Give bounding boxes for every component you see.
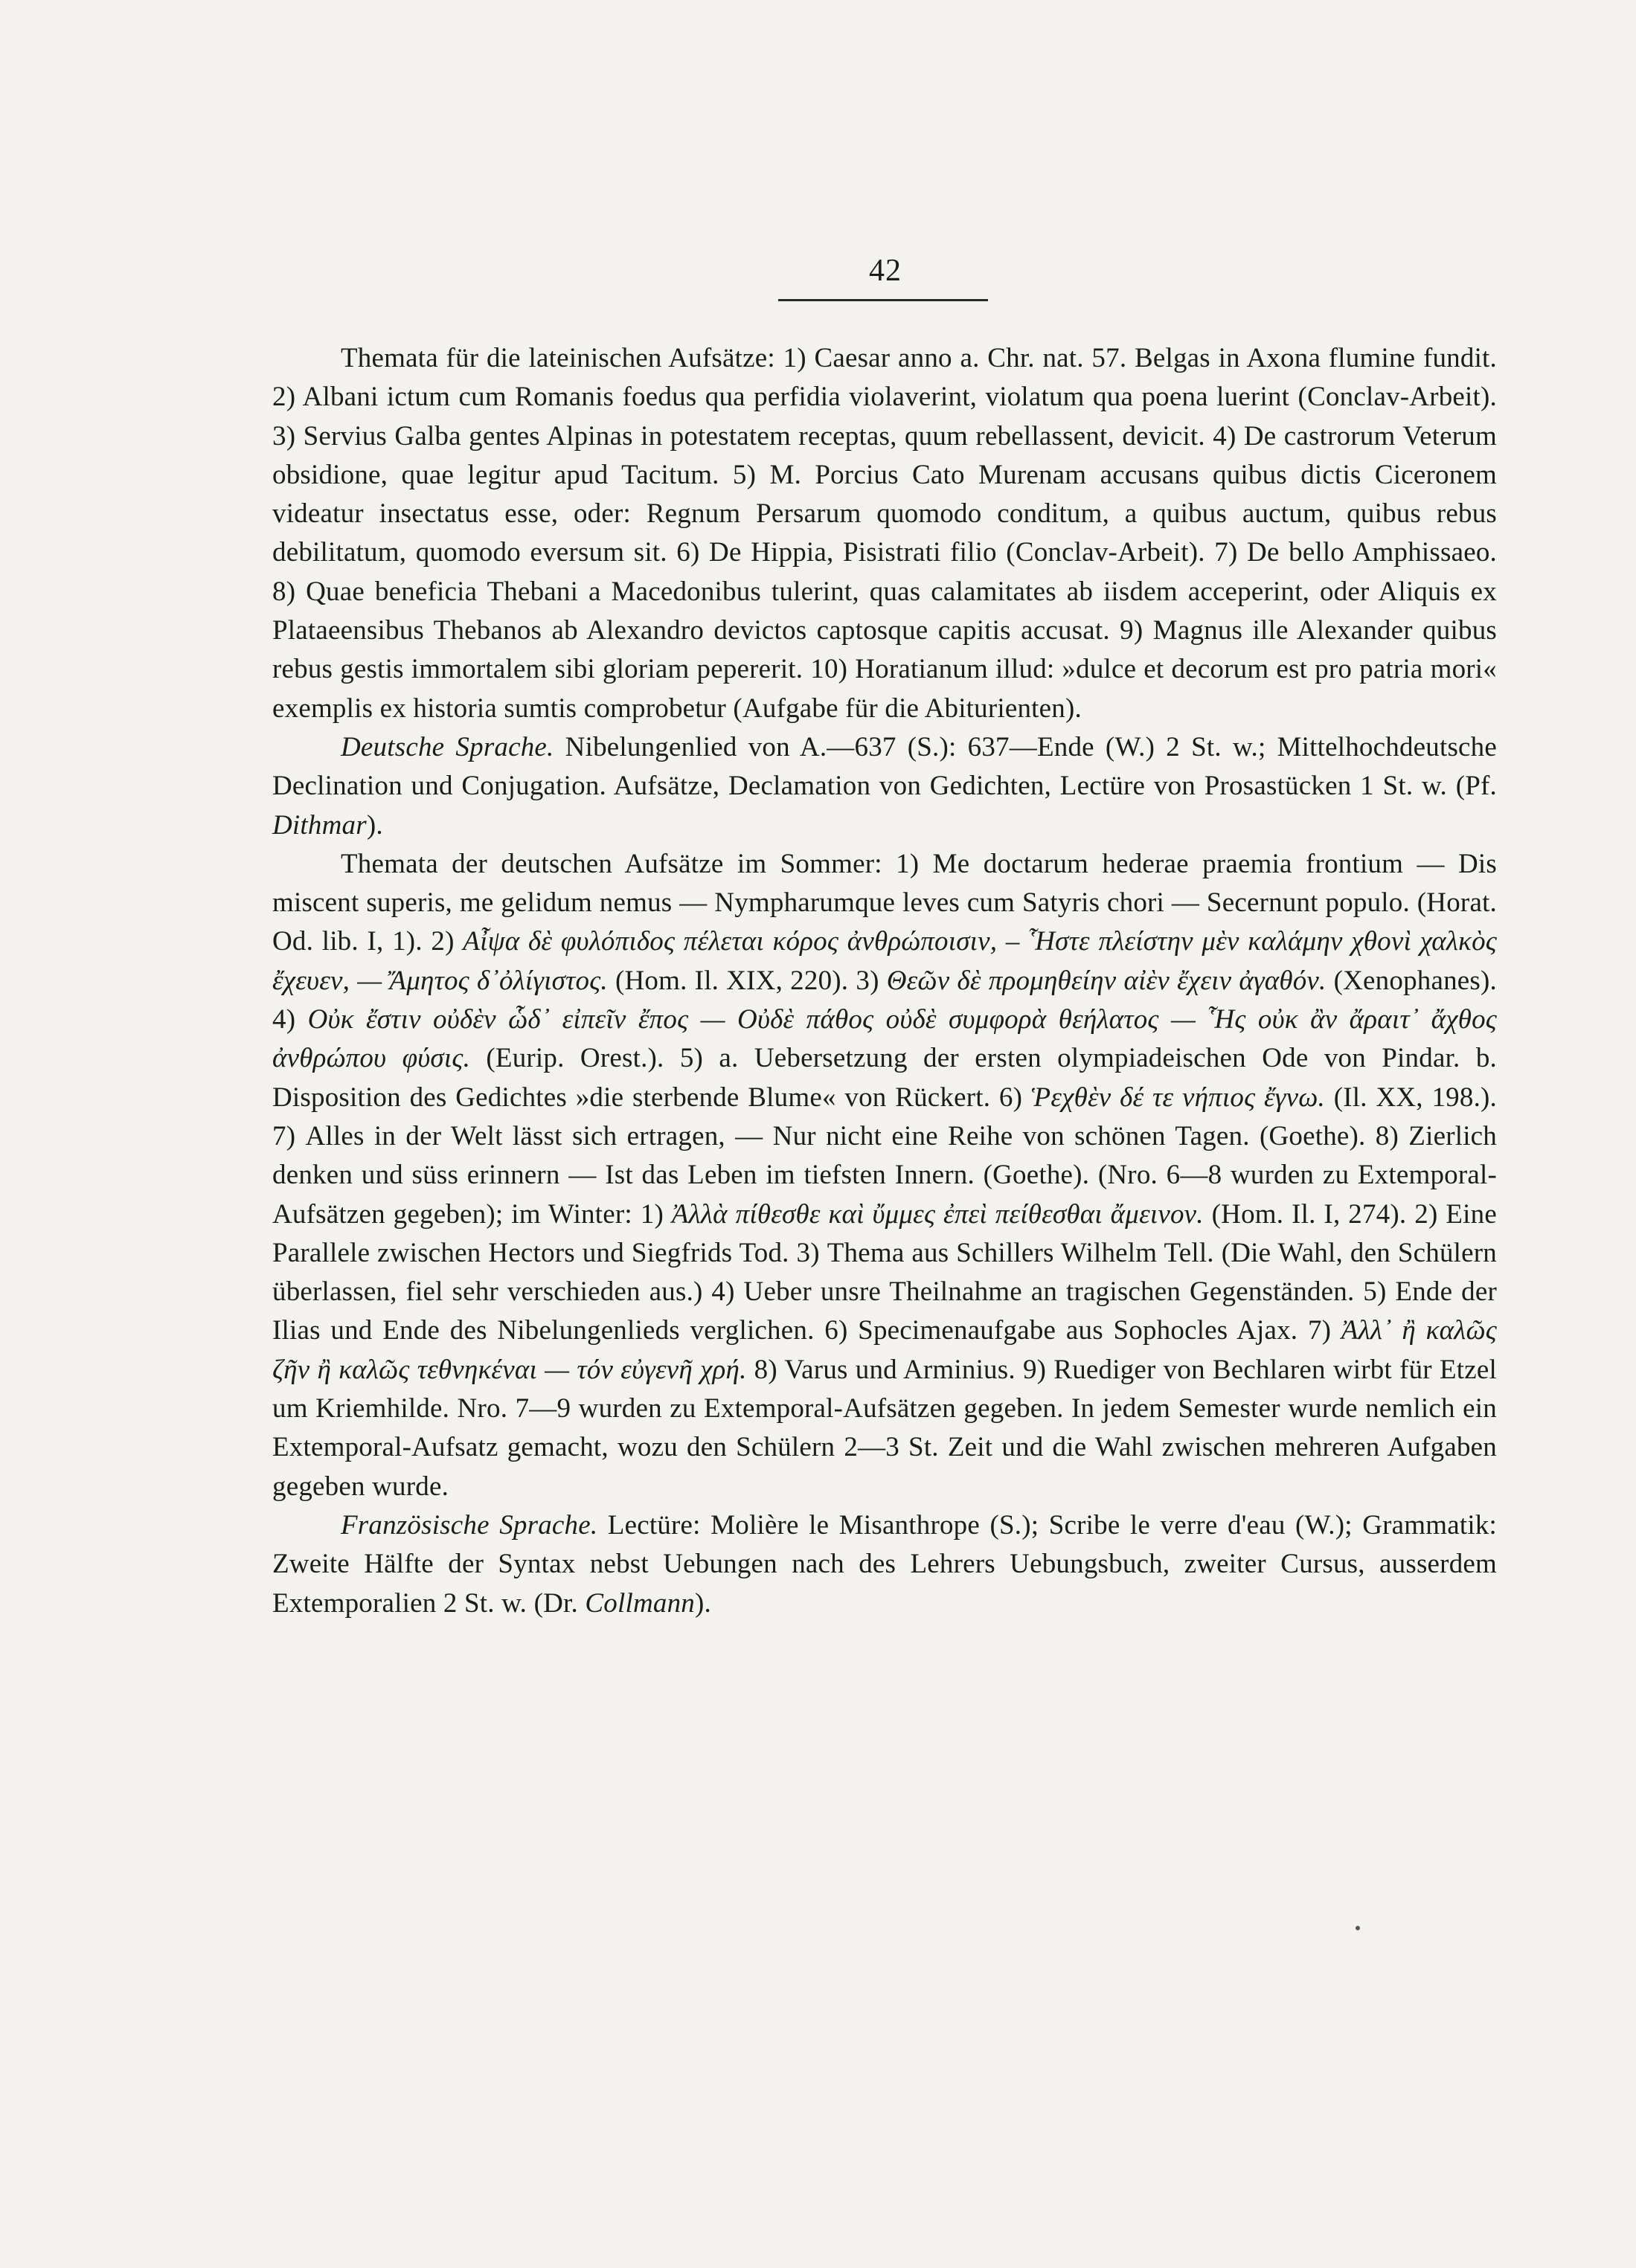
french-language-text-end: ).	[694, 1587, 711, 1619]
german-teacher-name: Dithmar	[272, 809, 367, 841]
german-language-heading: Deutsche Sprache.	[341, 731, 554, 762]
german-themes-text: (Hom. Il. I, 274). 2) Eine Parallele zwischen Hectors und Siegfrids Tod. 3) Thema aus Schillers Wilhelm Tell. (Die Wahl, den Schülern überlassen, fiel sehr verschieden aus.) 4) Ueber unsre Theilnahme an tragischen Gegenständen. 5) Ende der Ilias und Ende des Nibelungenlieds verglichen. 6) Specimenaufgabe aus Sophocles Ajax. 7)	[272, 1198, 1497, 1346]
greek-quote-homer-iliad-1: Ἀλλὰ πίθεσθε καὶ ὔμμες ἐπεὶ πείθεσθαι ἄμεινον.	[671, 1198, 1204, 1230]
greek-quote-sophocles-ajax: Ἀλλ᾽ ἢ καλῶς ζῆν ἢ καλῶς τεθνηκέναι — τόν εὐγενῆ χρή.	[272, 1315, 1497, 1385]
greek-quote-euripides-orestes: Οὐκ ἔστιν οὐδὲν ὧδ᾽ εἰπεῖν ἔπος — Οὐδὲ πάθος οὐδὲ συμφορὰ θεήλατος — Ἧς οὐκ ἂν ἄραιτ᾽ ἄχθος ἀνθρώπου φύσις.	[272, 1004, 1498, 1074]
german-themes-text: (Hom. Il. XIX, 220). 3)	[607, 965, 887, 996]
paper-speck	[1356, 1926, 1360, 1930]
german-themes-text: (Eurip. Orest.). 5) a. Uebersetzung der ersten olympiadeischen Ode von Pindar. b. Disposition des Gedichtes »die sterbende Blume« von Rückert. 6)	[272, 1043, 1498, 1113]
french-teacher-name: Collmann	[585, 1587, 695, 1619]
german-themes-paragraph	[272, 845, 1497, 1506]
page-number-rule	[778, 299, 988, 301]
german-themes-text: (Il. XX, 198.). 7) Alles in der Welt lässt sich ertragen, — Nur nicht eine Reihe von schönen Tagen. (Goethe). 8) Zierlich denken und süss erinnern — Ist das Leben im tiefsten Innern. (Goethe). (Nro. 6—8 wurden zu Extemporal-Aufsätzen gegeben); im Winter: 1)	[272, 1082, 1497, 1230]
german-themes-text: (Xenophanes). 4)	[272, 965, 1497, 1035]
german-language-text-end: ).	[366, 809, 383, 841]
french-language-text: Lectüre: Molière le Misanthrope (S.); Scribe le verre d'eau (W.); Grammatik: Zweite Hälfte der Syntax nebst Uebungen nach des Lehrers Uebungsbuch, zweiter Cursus, ausserdem Extemporalien 2 St. w. (Dr.	[272, 1509, 1497, 1619]
page-number: 42	[869, 254, 902, 288]
page-body	[272, 339, 1497, 1623]
latin-themes-paragraph: Themata für die lateinischen Aufsätze: 1) Caesar anno a. Chr. nat. 57. Belgas in Axona flumine fundit. 2) Albani ictum cum Romanis foedus qua perfidia violaverint, violatum qua poena luerint (Conclav-Arbeit). 3) Servius Galba gentes Alpinas in potestatem receptas, quum rebellassent, devicit. 4) De castrorum Veterum obsidione, quae legitur apud Tacitum. 5) M. Porcius Cato Murenam accusans quibus dictis Ciceronem videatur insectatus esse, oder: Regnum Persarum quomodo conditum, a quibus auctum, quibus rebus debilitatum, quomodo eversum sit. 6) De Hippia, Pisistrati filio (Conclav-Arbeit). 7) De bello Amphissaeo. 8) Quae beneficia Thebani a Macedonibus tulerint, quas calamitates ab iisdem acceperint, oder Aliquis ex Plataeensibus Thebanos ab Alexandro devictos captosque capitis accusat. 9) Magnus ille Alexander quibus rebus gestis immortalem sibi gloriam pepererit. 10) Horatianum illud: »dulce et decorum est pro patria mori« exemplis ex historia sumtis comprobetur (Aufgabe für die Abiturienten).	[272, 343, 1497, 724]
greek-quote-homer-iliad-20: Ῥεχθὲν δέ τε νήπιος ἔγνω.	[1030, 1082, 1325, 1113]
greek-quote-homer-iliad-19: Αἶψα δὲ φυλόπιδος πέλεται κόρος ἀνθρώποισιν, – Ἧστε πλείστην μὲν καλάμην χθονὶ χαλκὸς ἔχευεν, — Ἄμητος δ᾽ὀλίγιστος.	[272, 926, 1497, 996]
german-language-paragraph	[272, 728, 1497, 845]
german-themes-text: 8) Varus und Arminius. 9) Ruediger von Bechlaren wirbt für Etzel um Kriemhilde. Nro. 7—9 wurden zu Extemporal-Aufsätzen gegeben. In jedem Semester wurde nemlich ein Extemporal-Aufsatz gemacht, wozu den Schülern 2—3 St. Zeit und die Wahl zwischen mehreren Aufgaben gegeben wurde.	[272, 1354, 1497, 1502]
french-language-heading: Französische Sprache.	[341, 1509, 598, 1541]
greek-quote-xenophanes: Θεῶν δὲ προμηθείην αἰὲν ἔχειν ἀγαθόν.	[886, 965, 1327, 996]
german-themes-text: Themata der deutschen Aufsätze im Sommer: 1) Me doctarum hederae praemia frontium — Dis miscent superis, me gelidum nemus — Nympharumque leves cum Satyris chori — Secernunt populo. (Horat. Od. lib. I, 1). 2)	[272, 848, 1497, 957]
german-language-text: Nibelungenlied von A.—637 (S.): 637—Ende (W.) 2 St. w.; Mittelhochdeutsche Declination und Conjugation. Aufsätze, Declamation von Gedichten, Lectüre von Prosastücken 1 St. w. (Pf.	[272, 731, 1497, 802]
french-language-paragraph	[272, 1506, 1497, 1623]
